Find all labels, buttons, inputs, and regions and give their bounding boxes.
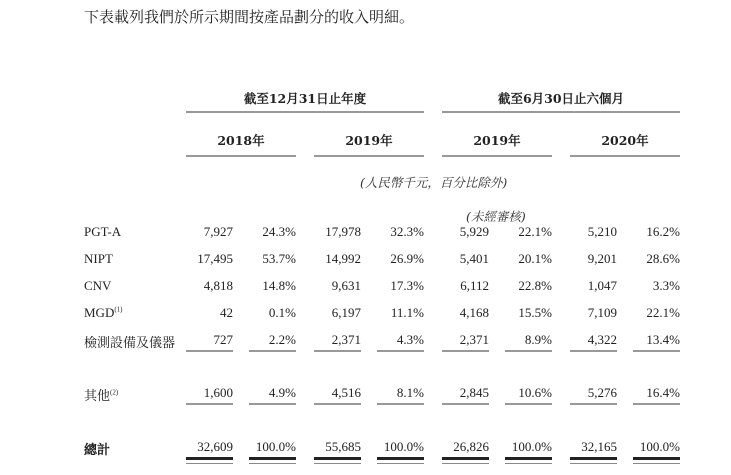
amount-cell: 14,992 xyxy=(325,251,361,266)
year-header: 2019年 xyxy=(345,133,393,148)
footnote-ref: (2) xyxy=(110,388,119,397)
double-underline xyxy=(633,457,680,464)
row-label: NIPT xyxy=(84,251,113,266)
subtotal-underline xyxy=(377,403,424,405)
amount-cell: 2,371 xyxy=(331,332,361,347)
subtotal-underline xyxy=(570,403,617,405)
percentage-cell: 28.6% xyxy=(646,251,680,266)
percentage-cell: 8.1% xyxy=(396,385,424,400)
year-rule xyxy=(314,155,424,157)
amount-cell: 55,685 xyxy=(325,439,361,454)
percentage-cell: 100.0% xyxy=(511,439,552,454)
percentage-cell: 22.1% xyxy=(646,305,680,320)
amount-cell: 32,165 xyxy=(581,439,617,454)
year-header: 2020年 xyxy=(601,133,649,148)
amount-cell: 5,401 xyxy=(459,251,489,266)
amount-cell: 42 xyxy=(220,305,233,320)
double-underline xyxy=(314,457,361,464)
year-header: 2018年 xyxy=(217,133,265,148)
amount-cell: 4,322 xyxy=(587,332,617,347)
amount-cell: 7,109 xyxy=(587,305,617,320)
percentage-cell: 22.1% xyxy=(518,224,552,239)
amount-cell: 5,276 xyxy=(587,385,617,400)
amount-cell: 7,927 xyxy=(203,224,233,239)
percentage-cell: 16.2% xyxy=(646,224,680,239)
double-underline xyxy=(249,457,296,464)
amount-cell: 5,210 xyxy=(587,224,617,239)
percentage-cell: 11.1% xyxy=(390,305,424,320)
subtotal-underline xyxy=(505,350,552,352)
subtotal-underline xyxy=(442,350,489,352)
amount-cell: 1,600 xyxy=(203,385,233,400)
amount-cell: 2,371 xyxy=(459,332,489,347)
row-label: 檢測設備及儀器 xyxy=(84,335,176,350)
percentage-cell: 4.3% xyxy=(396,332,424,347)
amount-cell: 9,201 xyxy=(587,251,617,266)
subtotal-underline xyxy=(314,350,361,352)
percentage-cell: 13.4% xyxy=(646,332,680,347)
amount-cell: 6,112 xyxy=(460,278,489,293)
subtotal-underline xyxy=(186,350,233,352)
intro-text: 下表載列我們於所示期間按產品劃分的收入明細。 xyxy=(84,8,415,26)
subtotal-underline xyxy=(249,350,296,352)
percentage-cell: 22.8% xyxy=(518,278,552,293)
row-label: 其他$^{(2)}$ xyxy=(84,388,119,403)
double-underline xyxy=(186,457,233,464)
amount-cell: 6,197 xyxy=(331,305,361,320)
row-label: 總計 xyxy=(84,442,111,457)
footnote-ref: (1) xyxy=(114,305,123,314)
amount-cell: 1,047 xyxy=(587,278,617,293)
unaudited-note: (未經審核) xyxy=(466,209,526,224)
amount-cell: 26,826 xyxy=(453,439,489,454)
header-group-full-year: 截至12月31日止年度 xyxy=(243,91,367,106)
amount-cell: 17,978 xyxy=(325,224,361,239)
percentage-cell: 0.1% xyxy=(268,305,296,320)
header-group-six-months: 截至6月30日止六個月 xyxy=(497,91,625,106)
amount-cell: 4,516 xyxy=(331,385,361,400)
row-label: MGD$^{(1)}$ xyxy=(84,305,123,320)
percentage-cell: 4.9% xyxy=(268,385,296,400)
header-rule xyxy=(442,111,680,113)
amount-cell: 4,168 xyxy=(459,305,489,320)
subtotal-underline xyxy=(377,350,424,352)
amount-cell: 4,818 xyxy=(203,278,233,293)
subtotal-underline xyxy=(633,403,680,405)
percentage-cell: 100.0% xyxy=(639,439,680,454)
double-underline xyxy=(505,457,552,464)
percentage-cell: 32.3% xyxy=(390,224,424,239)
double-underline xyxy=(377,457,424,464)
percentage-cell: 3.3% xyxy=(652,278,680,293)
row-label: PGT-A xyxy=(84,224,122,239)
year-rule xyxy=(442,155,552,157)
percentage-cell: 20.1% xyxy=(518,251,552,266)
double-underline xyxy=(442,457,489,464)
percentage-cell: 15.5% xyxy=(518,305,552,320)
percentage-cell: 16.4% xyxy=(646,385,680,400)
percentage-cell: 17.3% xyxy=(390,278,424,293)
amount-cell: 9,631 xyxy=(331,278,361,293)
year-rule xyxy=(570,155,680,157)
amount-cell: 727 xyxy=(213,332,233,347)
subtotal-underline xyxy=(570,350,617,352)
subtotal-underline xyxy=(314,403,361,405)
unit-note: (人民幣千元，百分比除外) xyxy=(360,175,508,190)
subtotal-underline xyxy=(249,403,296,405)
percentage-cell: 24.3% xyxy=(262,224,296,239)
subtotal-underline xyxy=(633,350,680,352)
percentage-cell: 100.0% xyxy=(383,439,424,454)
amount-cell: 5,929 xyxy=(459,224,489,239)
header-rule xyxy=(186,111,424,113)
year-rule xyxy=(186,155,296,157)
percentage-cell: 14.8% xyxy=(262,278,296,293)
amount-cell: 17,495 xyxy=(197,251,233,266)
percentage-cell: 2.2% xyxy=(268,332,296,347)
subtotal-underline xyxy=(186,403,233,405)
percentage-cell: 10.6% xyxy=(518,385,552,400)
row-label: CNV xyxy=(84,278,112,293)
subtotal-underline xyxy=(442,403,489,405)
amount-cell: 2,845 xyxy=(459,385,489,400)
double-underline xyxy=(570,457,617,464)
subtotal-underline xyxy=(505,403,552,405)
amount-cell: 32,609 xyxy=(197,439,233,454)
percentage-cell: 8.9% xyxy=(524,332,552,347)
percentage-cell: 100.0% xyxy=(255,439,296,454)
percentage-cell: 26.9% xyxy=(390,251,424,266)
year-header: 2019年 xyxy=(473,133,521,148)
percentage-cell: 53.7% xyxy=(262,251,296,266)
